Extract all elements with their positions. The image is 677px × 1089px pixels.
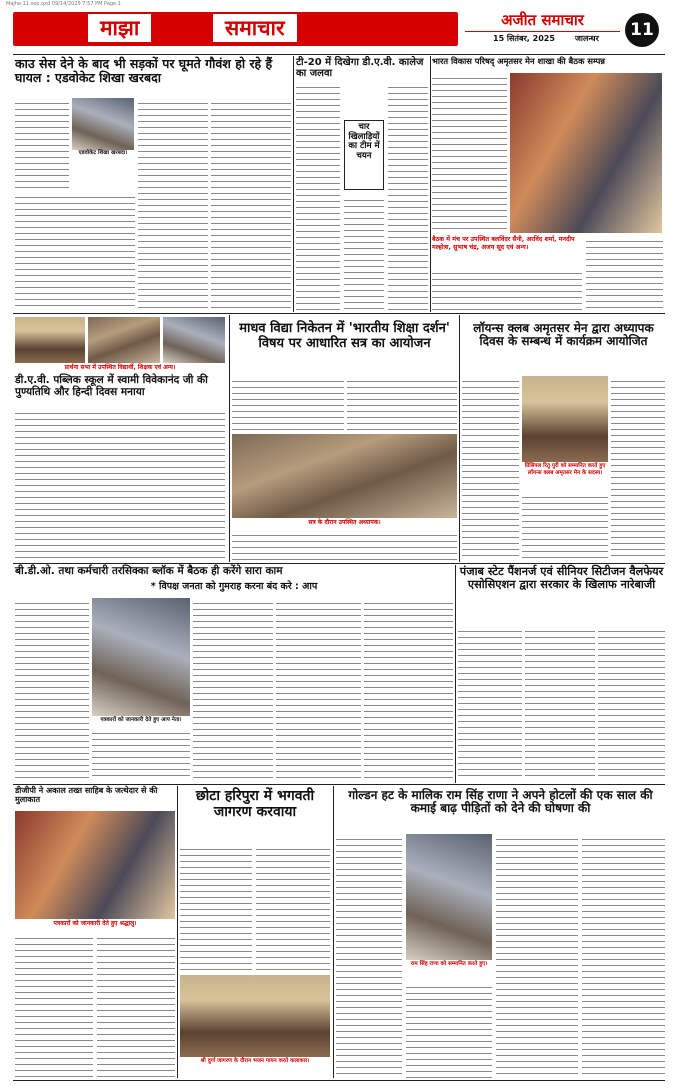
- article-7-subheadline: * विपक्ष जनता को गुमराह करना बंद करे : आप: [150, 581, 318, 592]
- article-4-photo-1: [15, 317, 85, 363]
- article-7-text-col1: [15, 598, 89, 780]
- section-title-part2: समाचार: [213, 14, 297, 42]
- article-3-text-col1: [432, 73, 507, 233]
- article-1-photo-caption: एडवोकेट शिखा खरबदा।: [72, 150, 134, 159]
- paper-name: अजीत समाचार: [501, 11, 584, 29]
- article-10-photo-caption: श्री दुर्गा जागरण के दौरान भजन गायन करते कलाकार।: [180, 1058, 330, 1076]
- article-3-photo-caption: बैठक में मंच पर उपस्थित बलविंदर सैनी, अरविंद शर्मा, मनदीप मल्होत्रा, सुभाष चंद्र, अजय सूद एवं अन्य।: [432, 236, 582, 266]
- article-10-text-col1: [180, 844, 252, 972]
- article-2-text-col2: [344, 195, 384, 310]
- article-7-text-col2: [92, 728, 190, 780]
- article-5-headline: माधव विद्या निकेतन में 'भारतीय शिक्षा दर्शन' विषय पर आधारित सत्र का आयोजन: [239, 321, 450, 351]
- article-1-text-col2: [138, 98, 208, 310]
- article-7-headline: बी.डी.ओ. तथा कर्मचारी तरसिक्का ब्लॉक में बैठक ही करेंगे सारा काम: [15, 565, 283, 577]
- article-11-headline: गोल्डन हट के मालिक राम सिंह राणा ने अपने होटलों की एक साल की कमाई बाढ़ पीड़ितों को देने की घोषणा की: [348, 788, 653, 816]
- masthead: [13, 8, 665, 48]
- article-11-photo-caption: राम सिंह राणा को सम्मानित करते हुए।: [406, 961, 492, 979]
- article-6-photo: [522, 376, 608, 462]
- article-7-text-col3: [193, 598, 273, 780]
- article-1-photo: [72, 98, 134, 150]
- article-4-photo-caption: प्रार्थना सभा में उपस्थित विद्यार्थी, शिक्षक एवं अन्य।: [15, 364, 225, 373]
- article-9-headline: डीजीपी ने अकाल तख्त साहिब के जत्थेदार से की मुलाकात: [15, 786, 158, 804]
- article-6-photo-caption: प्रिंसिपल रितु पुरी को सम्मानित करते हुए लॉयन्स क्लब अमृतसर मेन के सदस्य।: [522, 463, 608, 489]
- article-2-headline: टी-20 में दिखेगा डी.ए.वी. कालेज का जलवा: [296, 57, 424, 80]
- article-7-photo: [92, 598, 190, 716]
- article-8-headline: पंजाब स्टेट पैंशनर्ज एवं सीनियर सिटीजन वैलफेयर एसोसिएशन द्वारा सरकार के खिलाफ नारेबाजी: [459, 565, 664, 591]
- article-11-text-col3: [496, 834, 578, 1078]
- article-7-text-col5: [364, 598, 453, 780]
- page-number-badge: 11: [625, 13, 659, 47]
- article-10-headline: छोटा हरिपुरा में भगवती जागरण करवाया: [195, 788, 315, 820]
- article-9-text-col2: [97, 933, 175, 1078]
- article-5-photo: [232, 434, 457, 518]
- article-5-photo-caption: सत्र के दौरान उपस्थित अध्यापक।: [232, 519, 457, 528]
- article-3-photo: [510, 73, 662, 233]
- article-9-text-col1: [15, 933, 93, 1078]
- article-8-text-col1: [458, 626, 522, 780]
- article-1-text-col1b: [15, 192, 135, 310]
- article-6-text-col1: [462, 376, 519, 560]
- article-8-text-col3: [598, 626, 665, 780]
- article-4-photo-3: [163, 317, 225, 363]
- issue-date: 15 सितंबर, 2025: [493, 34, 555, 43]
- article-1-text-col3: [211, 98, 291, 310]
- article-10-photo: [180, 975, 330, 1057]
- article-11-photo: [406, 834, 492, 960]
- issue-city: जालन्धर: [575, 34, 599, 43]
- article-2-text-col1: [296, 82, 340, 310]
- article-6-text-col3: [611, 376, 665, 560]
- article-5-text-bottom: [232, 530, 457, 560]
- article-1-text-col1: [15, 98, 69, 190]
- section-title-part1: माझा: [88, 14, 151, 42]
- article-11-text-col2: [406, 982, 492, 1078]
- print-slug: Majha 11 sep.qxd 09/14/2025 7:57 PM Page 1: [6, 1, 121, 7]
- article-9-photo: [15, 811, 175, 919]
- article-3-text-col1b: [432, 268, 582, 310]
- article-9-photo-caption: पत्रकारों को जानकारी देते हुए श्रद्धालु।: [15, 920, 175, 930]
- article-11-text-col4: [582, 834, 665, 1078]
- article-2-text-col3: [388, 82, 428, 310]
- article-7-photo-caption: पत्रकारों को जानकारी देते हुए आप नेता।: [92, 717, 190, 727]
- article-4-photo-2: [88, 317, 160, 363]
- article-11-text-col1: [336, 834, 402, 1078]
- article-8-text-col2: [525, 626, 595, 780]
- article-2-highlight-box: चार खिलाड़ियों का टीम में चयन: [344, 120, 384, 190]
- article-6-text-col2: [522, 492, 608, 560]
- article-4-headline: डी.ए.वी. पब्लिक स्कूल में स्वामी विवेकानंद जी की पुण्यतिथि और हिन्दी दिवस मनाया: [15, 374, 208, 398]
- article-7-text-col4: [276, 598, 361, 780]
- article-10-text-col2: [256, 844, 330, 972]
- article-1-headline: काउ सेस देने के बाद भी सड़कों पर घूमते गौवंश हो रहे हैं घायल : एडवोकेट शिखा खरबदा: [15, 56, 273, 85]
- article-6-headline: लॉयन्स क्लब अमृतसर मेन द्वारा अध्यापक दिवस के सम्बन्ध में कार्यक्रम आयोजित: [473, 321, 654, 349]
- article-3-headline: भारत विकास परिषद् अमृतसर मेन शाखा की बैठक सम्पन्न: [432, 56, 606, 66]
- article-4-text: [15, 408, 225, 560]
- article-5-text-col1: [232, 376, 344, 432]
- article-3-text-col3: [586, 236, 663, 310]
- article-5-text-col2: [347, 376, 457, 432]
